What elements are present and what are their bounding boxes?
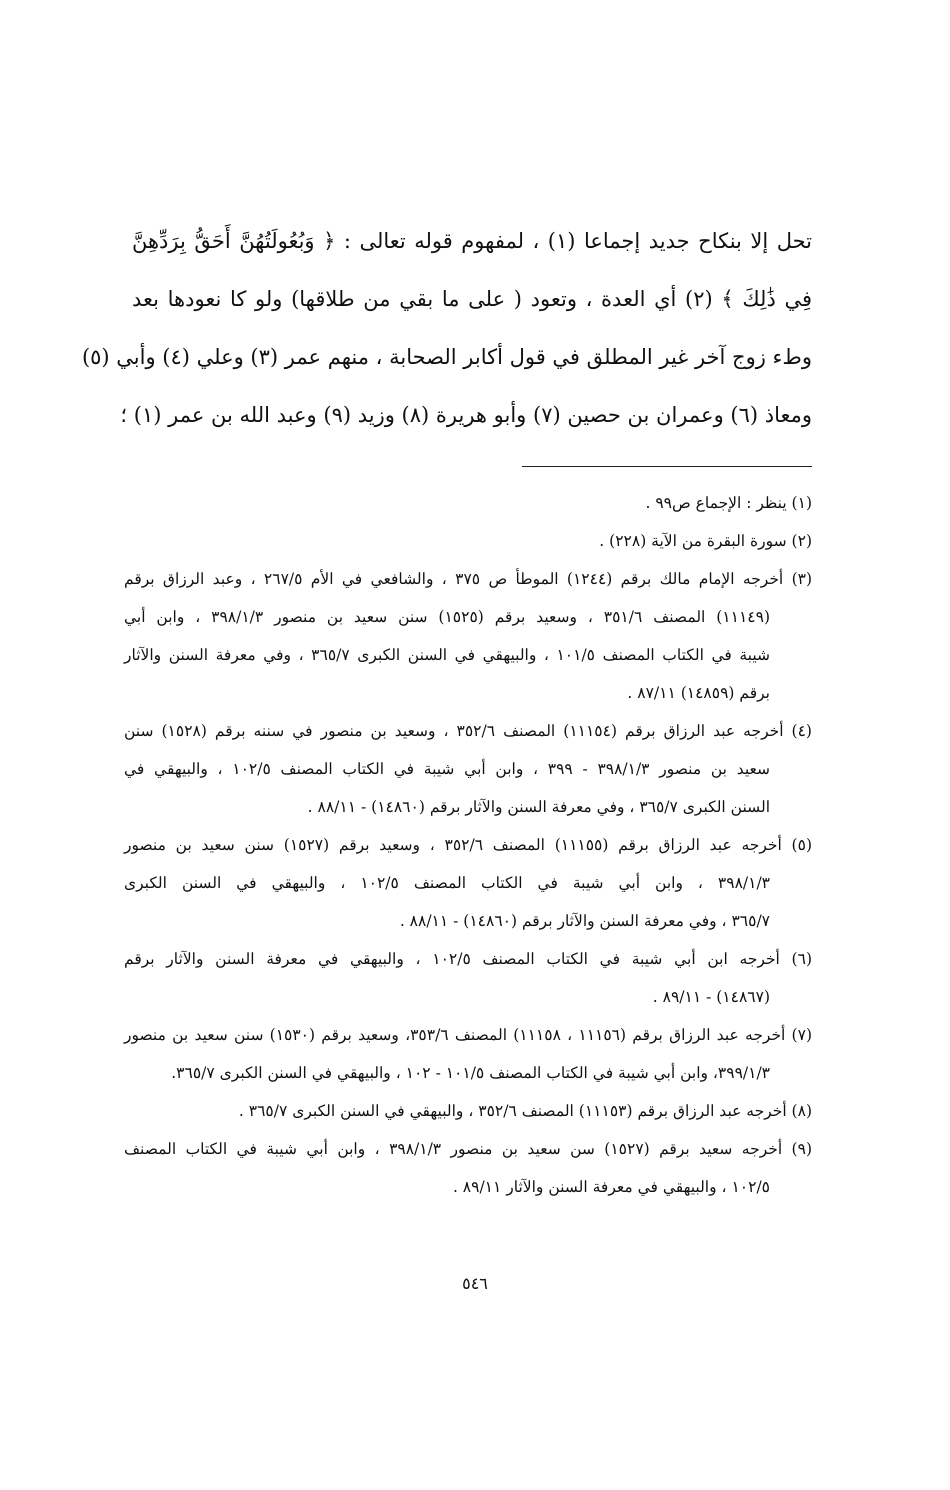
footnote-5	[124, 826, 812, 940]
footnote-line: سعيد بن منصور ٣٩٨/١/٣ - ٣٩٩ ، وابن أبي شيبة في الكتاب المصنف ١٠٢/٥ ، والبيهقي في	[124, 760, 770, 778]
footnote-9	[124, 1130, 812, 1206]
footnote-6	[124, 940, 812, 1016]
footnote-4	[124, 712, 812, 826]
footnote-line: (٢) سورة البقرة من الآية (٢٢٨) .	[599, 532, 812, 550]
main-line-3: وطء زوج آخر غير المطلق في قول أكابر الصحابة ، منهم عمر (٣) وعلي (٤) وأبي (٥)	[81, 345, 812, 369]
footnote-1	[124, 484, 812, 522]
footnote-line: ٣٩٨/١/٣ ، وابن أبي شيبة في الكتاب المصنف ١٠٢/٥ ، والبيهقي في السنن الكبرى	[124, 874, 770, 892]
footnote-line: (٦) أخرجه ابن أبي شيبة في الكتاب المصنف ١٠٢/٥ ، والبيهقي في معرفة السنن والآثار برقم	[124, 950, 812, 968]
footnote-line: ٣٩٩/١/٣، وابن أبي شيبة في الكتاب المصنف ١٠١/٥ - ١٠٢ ، والبيهقي في السنن الكبرى ٣٦٥/٧.	[171, 1064, 770, 1082]
footnote-line: (١٤٨٦٧) - ٨٩/١١ .	[652, 988, 770, 1006]
main-text	[81, 212, 813, 444]
footnote-line: (١١١٤٩) المصنف ٣٥١/٦ ، وسعيد برقم (١٥٢٥) سنن سعيد بن منصور ٣٩٨/١/٣ ، وابن أبي	[124, 608, 770, 626]
footnote-separator	[522, 466, 812, 467]
footnote-line: السنن الكبرى ٣٦٥/٧ ، وفي معرفة السنن والآثار برقم (١٤٨٦٠) - ٨٨/١١ .	[307, 798, 770, 816]
footnote-line: شيبة في الكتاب المصنف ١٠١/٥ ، والبيهقي في السنن الكبرى ٣٦٥/٧ ، وفي معرفة السنن والآثار	[124, 646, 770, 664]
main-line-1: تحل إلا بنكاح جديد إجماعا (١) ، لمفهوم قوله تعالى : ﴿ وَبُعُولَتُهُنَّ أَحَقُّ بِرَدِّهِنَّ	[132, 229, 813, 253]
footnote-line: (٨) أخرجه عبد الرزاق برقم (١١١٥٣) المصنف ٣٥٢/٦ ، والبيهقي في السنن الكبرى ٣٦٥/٧ .	[238, 1102, 812, 1120]
footnote-line: ١٠٢/٥ ، والبيهقي في معرفة السنن والآثار ٨٩/١١ .	[452, 1178, 770, 1196]
footnote-8	[124, 1092, 812, 1130]
footnote-line: (٣) أخرجه الإمام مالك برقم (١٢٤٤) الموطأ ص ٣٧٥ ، والشافعي في الأم ٢٦٧/٥ ، وعبد الرزاق برقم	[124, 570, 813, 588]
footnote-line: (٧) أخرجه عبد الرزاق برقم (١١١٥٦ ، ١١١٥٨) المصنف ٣٥٣/٦، وسعيد برقم (١٥٣٠) سنن سعيد بن منصور	[124, 1026, 812, 1044]
footnotes	[124, 484, 812, 1206]
footnote-line: برقم (١٤٨٥٩) ٨٧/١١ .	[627, 684, 770, 702]
main-line-2: فِي ذَٰلِكَ ﴾ (٢) أي العدة ، وتعود ( على ما بقي من طلاقها) ولو كا نعودها بعد	[132, 287, 813, 311]
footnote-line: (٩) أخرجه سعيد برقم (١٥٢٧) سن سعيد بن منصور ٣٩٨/١/٣ ، وابن أبي شيبة في الكتاب المصنف	[124, 1140, 812, 1158]
footnote-2	[124, 522, 812, 560]
main-line-4: ومعاذ (٦) وعمران بن حصين (٧) وأبو هريرة (٨) وزيد (٩) وعبد الله بن عمر (١) ؛	[120, 403, 812, 427]
page-number: ٥٤٦	[462, 1274, 488, 1293]
footnote-line: (١) ينظر : الإجماع ص٩٩ .	[645, 494, 812, 512]
footnote-line: (٤) أخرجه عبد الرزاق برقم (١١١٥٤) المصنف ٣٥٢/٦ ، وسعيد بن منصور في سننه برقم (١٥٢٨) سنن	[124, 722, 812, 740]
footnote-3	[124, 560, 812, 712]
footnote-line: ٣٦٥/٧ ، وفي معرفة السنن والآثار برقم (١٤٨٦٠) - ٨٨/١١ .	[399, 912, 770, 930]
footnote-7	[124, 1016, 812, 1092]
footnote-line: (٥) أخرجه عبد الرزاق برقم (١١١٥٥) المصنف ٣٥٢/٦ ، وسعيد برقم (١٥٢٧) سنن سعيد بن منصور	[124, 836, 812, 854]
